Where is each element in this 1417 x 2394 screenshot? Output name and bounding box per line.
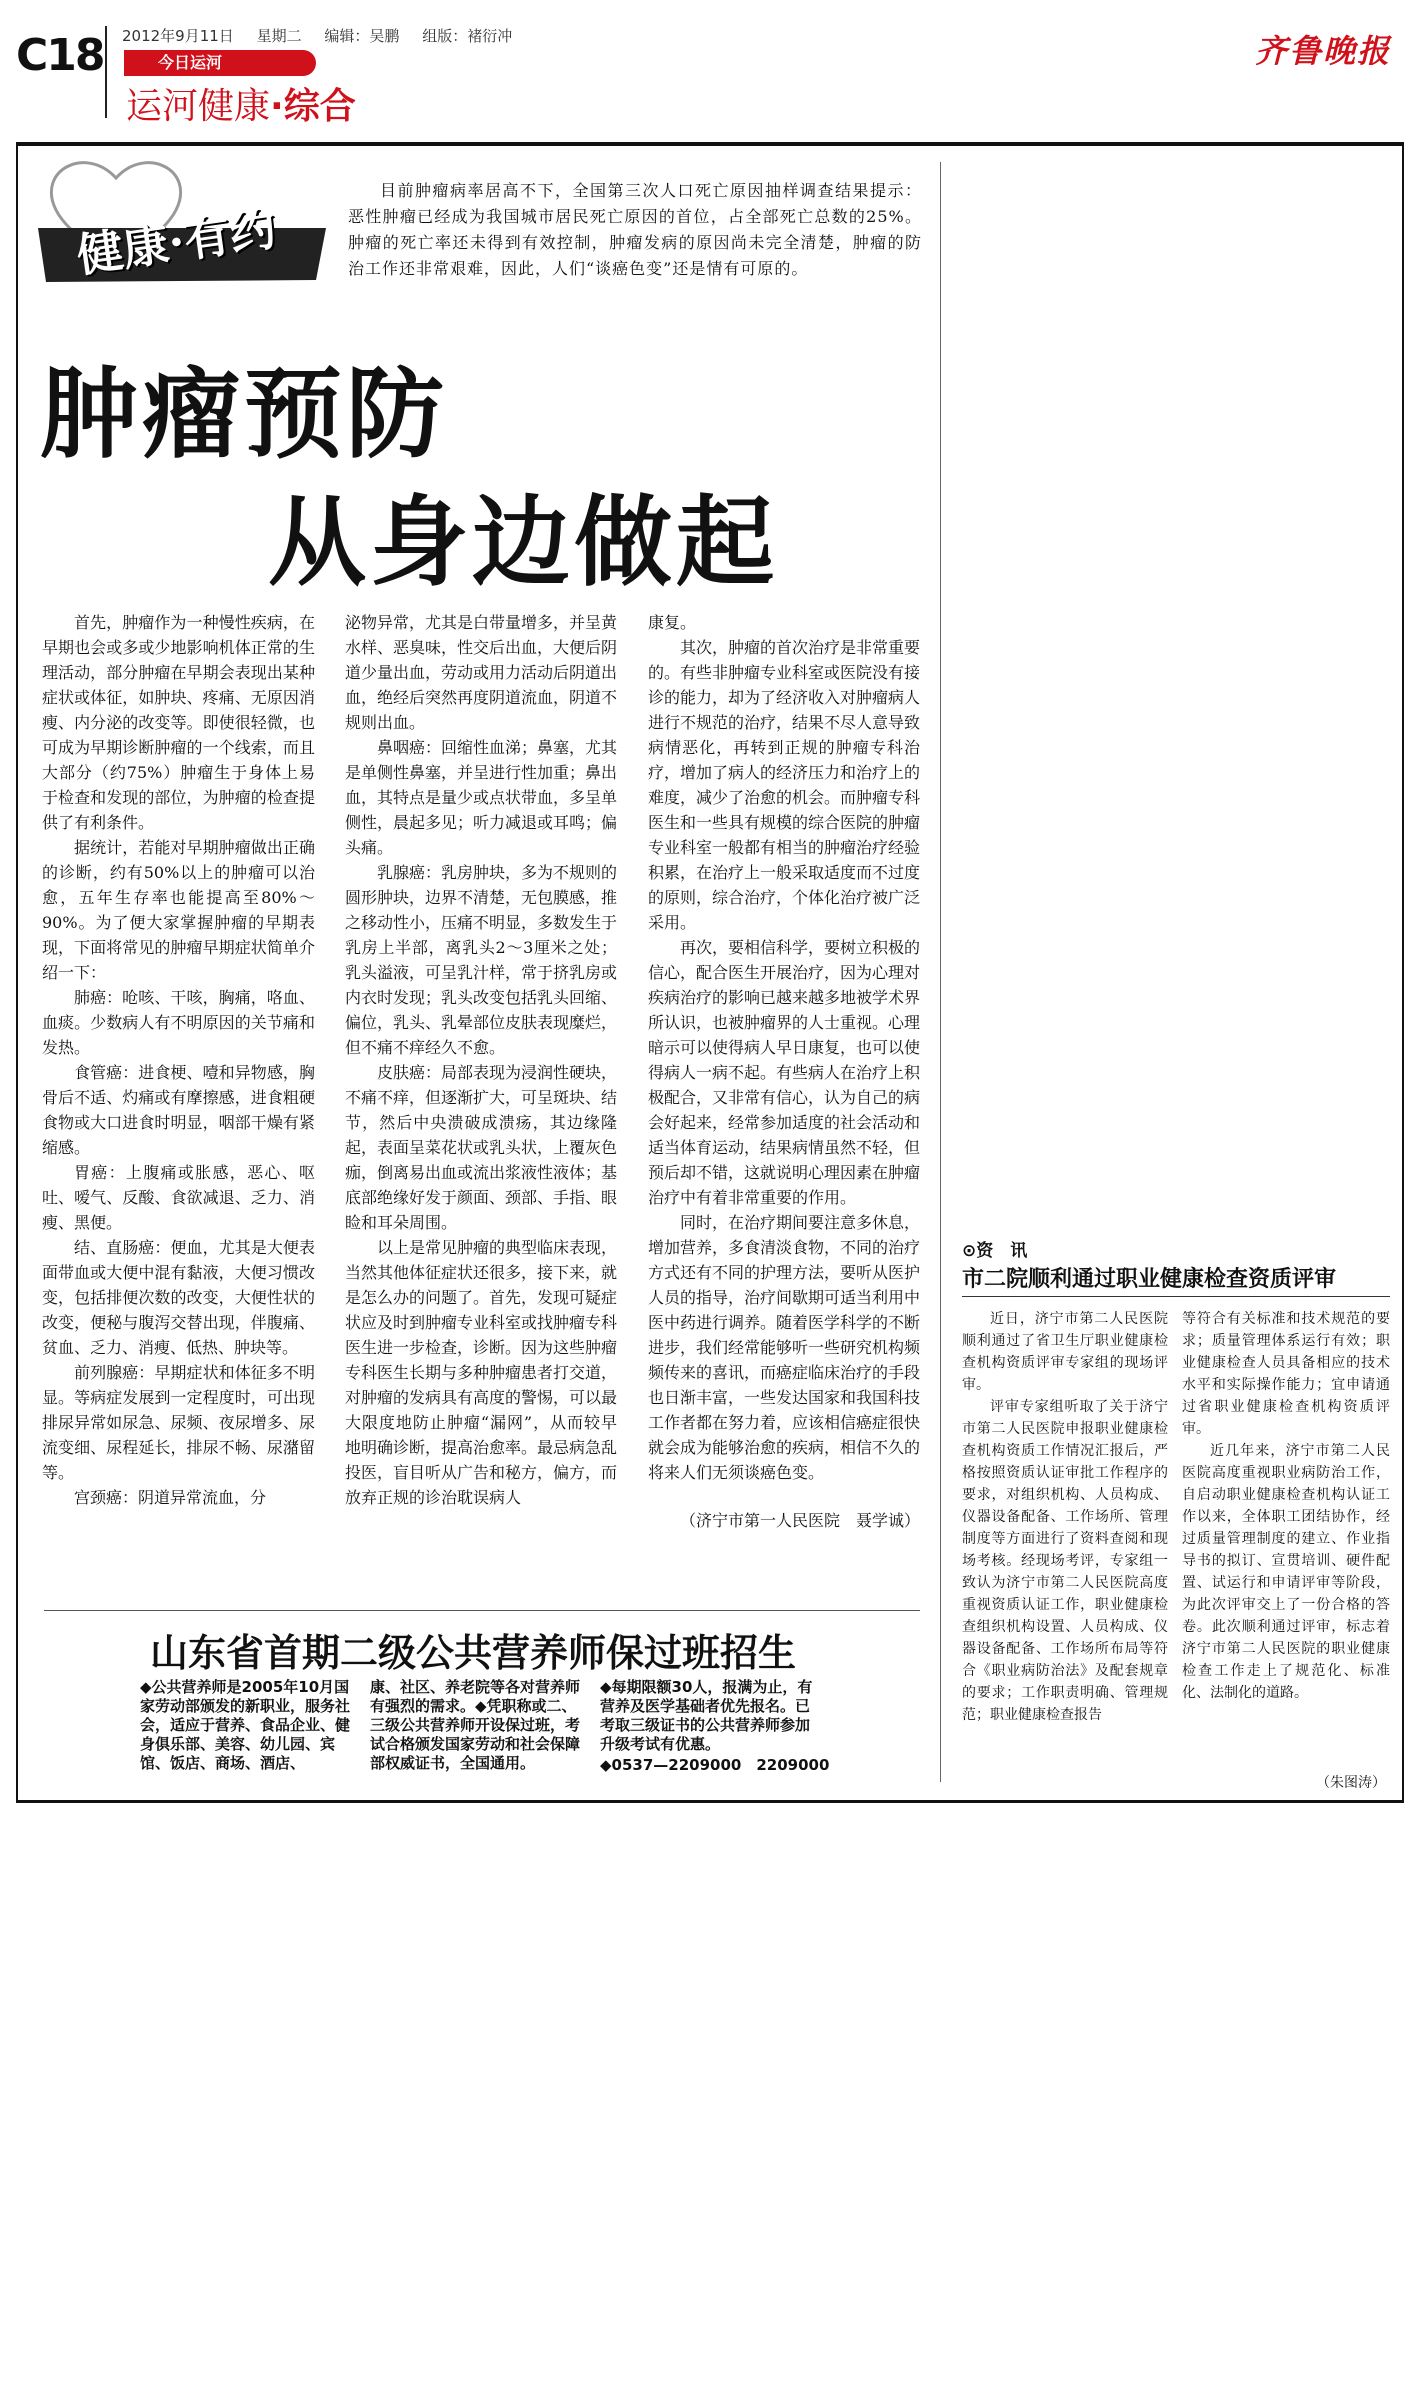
paragraph: 首先，肿瘤作为一种慢性疾病，在早期也会或多或少地影响机体正常的生理活动，部分肿瘤在早期会表现出某种症状或体征，如肿块、疼痛、无原因消瘦、内分泌的改变等。即使很轻微，也可成为早期诊断肿瘤的一个线索，而且大部分（约75%）肿瘤生于身体上易于检查和发现的部位，为肿瘤的检查提供了有利条件。	[42, 613, 315, 832]
paragraph: 前列腺癌：早期症状和体征多不明显。等病症发展到一定程度时，可出现排尿异常如尿急、尿频、夜尿增多、尿流变细、尿程延长，排尿不畅、尿潴留等。	[42, 1363, 315, 1482]
newspaper-logo: 齐鲁晚报	[1255, 32, 1392, 70]
news-rule	[962, 1296, 1390, 1297]
bottom-rule	[16, 1800, 1404, 1803]
news-title: 市二院顺利通过职业健康检查资质评审	[962, 1267, 1337, 1292]
paragraph: 评审专家组听取了关于济宁市第二人民医院申报职业健康检查机构资质工作情况汇报后，严格按照资质认证审批工作程序的要求，对组织机构、人员构成、仪器设备配备、工作场所、管理制度等方面进行了资料查阅和现场考核。经现场考评，专家组一致认为济宁市第二人民医院高度重视资质认证工作，职业健康检查组织机构设置、人员构成、仪器设备配备、工作场所布局等符合《职业病防治法》及配套规章的要求；工作职责明确、管理规范；职业健康检查报告	[962, 1399, 1168, 1723]
header-divider	[105, 26, 107, 118]
headline-line2: 从身边做起	[268, 485, 779, 600]
article-intro: 目前肿瘤病率居高不下，全国第三次人口死亡原因抽样调查结果提示：恶性肿瘤已经成为我国城市居民死亡原因的首位，占全部死亡总数的25%。肿瘤的死亡率还未得到有效控制，肿瘤发病的原因尚未完全清楚，肿瘤的防治工作还非常艰难，因此，人们“谈癌色变”还是情有可原的。	[348, 181, 922, 278]
news-byline: （朱图涛）	[1316, 1775, 1386, 1791]
paragraph: 以上是常见肿瘤的典型临床表现，当然其他体征症状还很多，接下来，就是怎么办的问题了。首先，发现可疑症状应及时到肿瘤专业科室或找肿瘤专科医生进一步检查，诊断。因为这些肿瘤专科医生长期与多种肿瘤患者打交道，对肿瘤的发病具有高度的警惕，可以最大限度地防止肿瘤“漏网”，从而较早地明确诊断，提高治愈率。最忌病急乱投医，盲目听从广告和秘方，偏方，而放弃正规的诊治耽误病人	[345, 1238, 617, 1507]
section-title-main: 运河健康	[126, 86, 271, 127]
today-badge: 今日运河	[124, 50, 316, 76]
top-rule	[16, 142, 1404, 146]
issue-weekday: 星期二	[256, 27, 302, 45]
ad-text-2: 康、社区、养老院等各对营养师有强烈的需求。◆凭职称或二、三级公共营养师开设保过班，考试合格颁发国家劳动和社会保障部权威证书，全国通用。	[370, 1678, 581, 1772]
header-info	[122, 25, 530, 46]
article-column-2	[345, 610, 617, 1602]
editor-credit: 编辑：吴鹏	[324, 27, 400, 45]
frame-right	[1402, 146, 1404, 1802]
frame-left	[16, 146, 18, 1802]
section-title-sub: 综合	[283, 86, 356, 127]
paragraph: 等符合有关标准和技术规范的要求；质量管理体系运行有效；职业健康检查人员具备相应的技术水平和实际操作能力；宜申请通过省职业健康检查机构资质评审。	[1182, 1311, 1390, 1437]
paragraph: 胃癌：上腹痛或胀感，恶心、呕吐、嗳气、反酸、食欲减退、乏力、消瘦、黑便。	[42, 1163, 315, 1232]
paragraph: 食管癌：进食梗、噎和异物感，胸骨后不适、灼痛或有摩擦感，进食粗硬食物或大口进食时明显，咽部干燥有紧缩感。	[42, 1063, 315, 1157]
paragraph: 据统计，若能对早期肿瘤做出正确的诊断，约有50%以上的肿瘤可以治愈，五年生存率也能提高至80%～90%。为了便大家掌握肿瘤的早期表现，下面将常见的肿瘤早期症状简单介绍一下：	[42, 838, 315, 982]
ad-phone: ◆0537—2209000 2209000	[600, 1756, 830, 1774]
news-column-1	[962, 1308, 1168, 1798]
paragraph: 结、直肠癌：便血，尤其是大便表面带血或大便中混有黏液，大便习惯改变，包括排便次数的改变，大便性状的改变，便秘与腹泻交替出现，伴腹痛、贫血、乏力、消瘦、低热、肿块等。	[42, 1238, 315, 1357]
section-title-dot: ·	[270, 86, 284, 127]
headline-line1: 肿瘤预防	[40, 357, 449, 472]
column-divider	[940, 162, 941, 1782]
banner-text: 健康·有约	[73, 201, 280, 283]
layout-credit: 组版：褚衍冲	[422, 27, 513, 45]
paragraph: 宫颈癌：阴道异常流血，分	[74, 1488, 267, 1507]
article-byline: （济宁市第一人民医院 聂学诚）	[680, 1511, 921, 1530]
ad-text-1: ◆公共营养师是2005年10月国家劳动部颁发的新职业，服务社会，适应于营养、食品企业、健身俱乐部、美容、幼儿园、宾馆、饭店、商场、酒店、	[140, 1678, 351, 1772]
ad-title: 山东省首期二级公共营养师保过班招生	[150, 1631, 797, 1675]
paragraph: 泌物异常，尤其是白带量增多，并呈黄水样、恶臭味，性交后出血，大便后阴道少量出血，劳动或用力活动后阴道出血，绝经后突然再度阴道流血，阴道不规则出血。	[345, 613, 617, 732]
news-column-2	[1182, 1308, 1390, 1778]
article-column-3	[648, 610, 920, 1528]
paragraph: 皮肤癌：局部表现为浸润性硬块，不痛不痒，但逐渐扩大，可呈斑块、结节，然后中央溃破成溃疡，其边缘隆起，表面呈菜花状或乳头状，上覆灰色痂，倒离易出血或流出浆液性液体；基底部绝缘好发于颜面、颈部、手指、眼睑和耳朵周围。	[345, 1063, 617, 1232]
paragraph: 同时，在治疗期间要注意多休息，增加营养，多食清淡食物，不同的治疗方式还有不同的护理方法，要听从医护人员的指导，治疗间歇期可适当利用中医中药进行调养。随着医学科学的不断进步，我们经常能够听一些研究机构频频传来的喜讯，而癌症临床治疗的手段也日渐丰富，一些发达国家和我国科技工作者都在努力着，应该相信癌症很快就会成为能够治愈的疾病，相信不久的将来人们无须谈癌色变。	[648, 1213, 920, 1482]
section-title	[126, 78, 356, 129]
news-tag: ⊙资 讯	[962, 1241, 1028, 1261]
paragraph: 肺癌：呛咳、干咳，胸痛，咯血、血痰。少数病人有不明原因的关节痛和发热。	[42, 988, 315, 1057]
issue-date: 2012年9月11日	[122, 27, 234, 45]
paragraph: 近日，济宁市第二人民医院顺利通过了省卫生厅职业健康检查机构资质评审专家组的现场评审。	[962, 1311, 1168, 1393]
page-number: C18	[16, 30, 104, 81]
paragraph: 乳腺癌：乳房肿块，多为不规则的圆形肿块，边界不清楚，无包膜感，推之移动性小，压痛不明显，多数发生于乳房上半部，离乳头2～3厘米之处；乳头溢液，可呈乳汁样，常于挤乳房或内衣时发现；乳头改变包括乳头回缩、偏位，乳头、乳晕部位皮肤表现糜烂，但不痛不痒经久不愈。	[345, 863, 617, 1057]
paragraph: 其次，肿瘤的首次治疗是非常重要的。有些非肿瘤专业科室或医院没有接诊的能力，却为了经济收入对肿瘤病人进行不规范的治疗，结果不尽人意导致病情恶化，再转到正规的肿瘤专科治疗，增加了病人的经济压力和治疗上的难度，减少了治愈的机会。而肿瘤专科医生和一些具有规模的综合医院的肿瘤专业科室一般都有相当的肿瘤治疗经验积累，在治疗上一般采取适度而不过度的原则，综合治疗，个体化治疗被广泛采用。	[648, 638, 920, 932]
ad-divider	[44, 1610, 920, 1611]
paragraph: 鼻咽癌：回缩性血涕；鼻塞，尤其是单侧性鼻塞，并呈进行性加重；鼻出血，其特点是量少或点状带血，多呈单侧性，晨起多见；听力减退或耳鸣；偏头痛。	[345, 738, 617, 857]
ad-text-3: ◆每期限额30人，报满为止，有营养及医学基础者优先报名。已考取三级证书的公共营养师参加升级考试有优惠。	[600, 1678, 813, 1753]
health-banner	[36, 150, 336, 285]
article-column-1	[42, 610, 315, 1602]
paragraph: 康复。	[648, 613, 697, 632]
paragraph: 近几年来，济宁市第二人民医院高度重视职业病防治工作，自启动职业健康检查机构认证工作以来，全体职工团结协作，经过质量管理制度的建立、作业指导书的拟订、宣贯培训、硬件配置、试运行和申请评审等阶段，为此次评审交上了一份合格的答卷。此次顺利通过评审，标志着济宁市第二人民医院的职业健康检查工作走上了规范化、标准化、法制化的道路。	[1182, 1443, 1390, 1701]
paragraph: 再次，要相信科学，要树立积极的信心，配合医生开展治疗，因为心理对疾病治疗的影响已越来越多地被学术界所认识，也被肿瘤界的人士重视。心理暗示可以使得病人早日康复，也可以使得病人一病不起。有些病人在治疗上积极配合，又非常有信心，认为自己的病会好起来，经常参加适度的社会活动和适当体育运动，结果病情虽然不轻，但预后却不错，这就说明心理因素在肿瘤治疗中有着非常重要的作用。	[648, 938, 920, 1207]
